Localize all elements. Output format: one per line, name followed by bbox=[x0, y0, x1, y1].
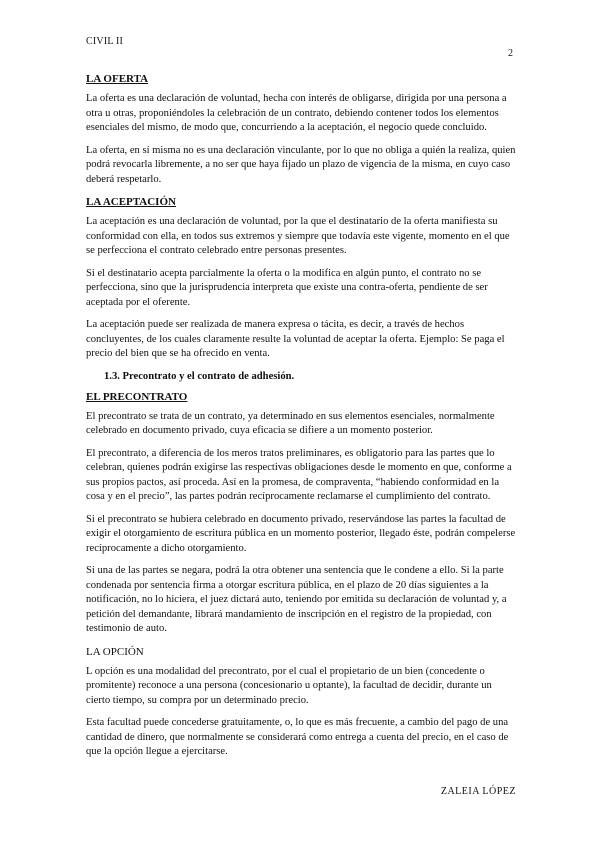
document-body bbox=[86, 72, 516, 768]
paragraph: La aceptación puede ser realizada de manera expresa o tácita, es decir, a través de hechos concluyentes, de los cuales claramente resulte la voluntad de aceptar la oferta. Ejemplo: Se paga el precio del bien que se ha ofrecido en venta. bbox=[86, 319, 505, 359]
paragraph: Esta facultad puede concederse gratuitamente, o, lo que es más frecuente, a cambio del pago de una cantidad de dinero, que normalmente se considerará como entrega a cuenta del precio, en el caso de que la opción llegue a ejercitarse. bbox=[86, 717, 509, 757]
paragraph: La aceptación es una declaración de voluntad, por la que el destinatario de la oferta manifiesta su conformidad con ella, en todos sus extremos y siempre que todavía este vigente, momento en el que se perfecciona el contrato celebrado entre personas presentes. bbox=[86, 216, 510, 256]
paragraph: El precontrato, a diferencia de los meros tratos preliminares, es obligatorio para las partes que lo celebran, quienes podrán exigirse las respectivas obligaciones desde le momento en que, conforme a sus propios pactos, así proceda. Así en la promesa, de compraventa, “habiendo conformidad en la cosa y en el precio”, las partes podrán recíprocamente reclamarse el cumplimiento del contrato. bbox=[86, 447, 512, 502]
paragraph: La oferta es una declaración de voluntad, hecha con interés de obligarse, dirigida por una persona a otra u otras, proponiéndoles la celebración de un contrato, debiendo contener todos los elementos esenciales del mismo, de modo que, concurriendo a la aceptación, el negocio quede concluido. bbox=[86, 93, 507, 133]
heading-oferta: LA OFERTA bbox=[86, 73, 149, 85]
paragraph: Si el destinatario acepta parcialmente la oferta o la modifica en algún punto, el contrato no se perfecciona, sino que la jurisprudencia interpreta que existe una contra-oferta, pendiente de ser aceptada por el oferente. bbox=[86, 267, 488, 308]
subsection-heading: 1.3. Precontrato y el contrato de adhesión. bbox=[104, 370, 295, 382]
paragraph: Si una de las partes se negara, podrá la otra obtener una sentencia que le condene a ello. Si la parte condenada por sentencia firma a otorgar escritura pública, en el plazo de 20 días siguientes a la notificación, no lo hiciera, el juez dictará auto, teniendo por emitida su declaración de voluntad y, a petición del demandante, librará mandamiento de inscripción en el registro de la propiedad, con testimonio de auto. bbox=[86, 565, 507, 634]
header-course: CIVIL II bbox=[86, 36, 124, 47]
paragraph: L opción es una modalidad del precontrato, por el cual el propietario de un bien (concedente o promitente) reconoce a una persona (concesionario u optante), la facultad de decidir, durante un cierto tiempo, su compra por un determinado precio. bbox=[86, 665, 492, 706]
heading-opcion: LA OPCIÓN bbox=[86, 645, 144, 658]
page-number: 2 bbox=[508, 48, 513, 59]
heading-precontrato: EL PRECONTRATO bbox=[86, 390, 188, 403]
paragraph: Si el precontrato se hubiera celebrado en documento privado, reservándose las partes la facultad de exigir el otorgamiento de escritura pública en un momento posterior, llegado éste, podrán compelerse recíprocamente a dicho otorgamiento. bbox=[86, 513, 516, 554]
paragraph: La oferta, en sí misma no es una declaración vinculante, por lo que no obliga a quién la realiza, quien podrá revocarla libremente, a no ser que haya fijado un plazo de vigencia de la misma, en cuyo caso deberá respetarlo. bbox=[86, 144, 516, 185]
paragraph: El precontrato se trata de un contrato, ya determinado en sus elementos esenciales, normalmente celebrado en documento privado, cuya eficacia se difiere a un momento posterior. bbox=[86, 410, 495, 436]
footer-author: ZALEIA LÓPEZ bbox=[440, 786, 516, 797]
heading-aceptacion: LA ACEPTACIÓN bbox=[86, 196, 176, 208]
